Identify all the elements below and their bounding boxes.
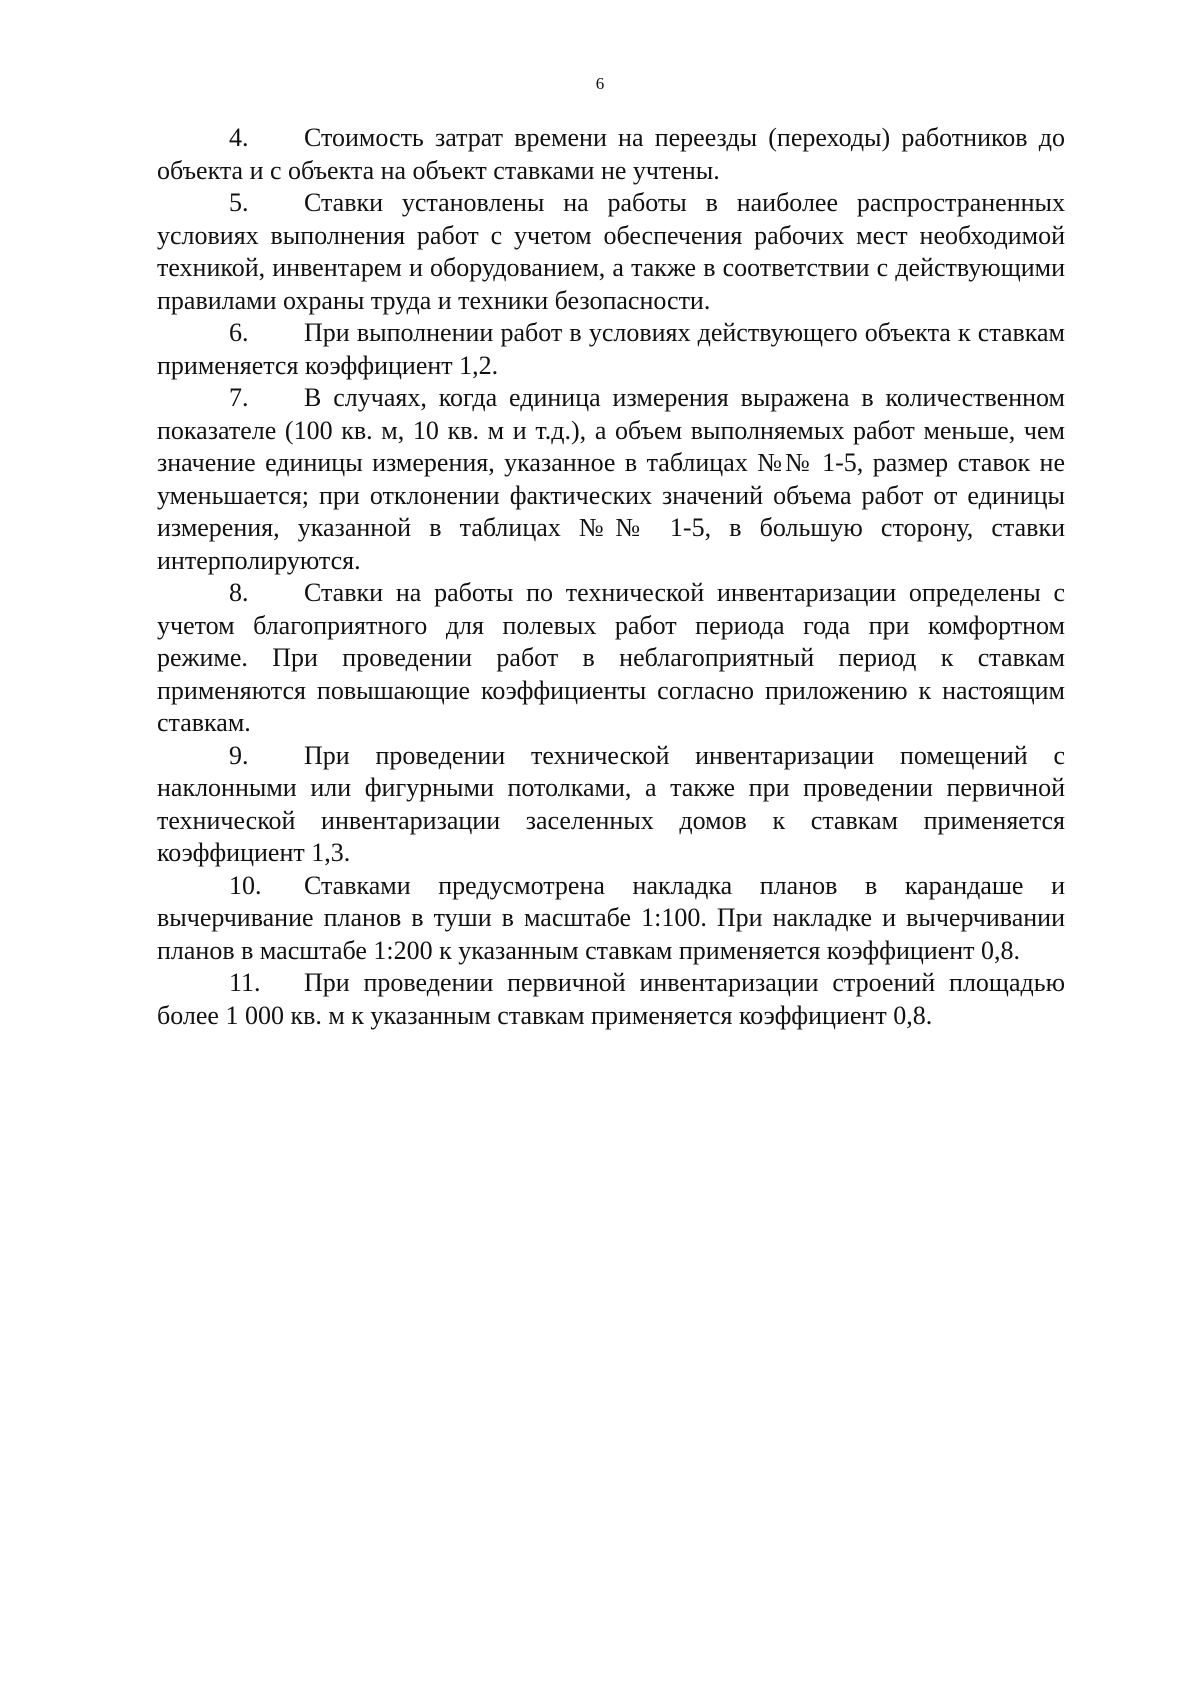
paragraph-6	[157, 317, 1065, 382]
paragraph-11	[157, 967, 1065, 1032]
paragraph-text: При проведении технической инвентаризации помещений с наклонными или фигурными потолками, а также при проведении первичной технической инвентаризации заселенных домов к ставкам применяется коэффициент 1,3.	[157, 740, 1065, 867]
paragraph-8	[157, 577, 1065, 740]
paragraph-7	[157, 382, 1065, 577]
paragraph-text: Ставки на работы по технической инвентаризации определены с учетом благоприятного для полевых работ периода года при комфортном режиме. При проведении работ в неблагоприятный период к ставкам применяются повышающие коэффициенты согласно приложению к настоящим ставкам.	[157, 578, 1065, 737]
paragraph-number: 5.	[229, 188, 249, 217]
paragraph-text: При проведении первичной инвентаризации строений площадью более 1 000 кв. м к указанным ставкам применяется коэффициент 0,8.	[157, 968, 1065, 1030]
paragraph-number: 10.	[229, 870, 262, 900]
paragraph-number: 8.	[229, 578, 249, 607]
paragraph-text: При выполнении работ в условиях действующего объекта к ставкам применяется коэффициент 1,2.	[157, 318, 1065, 380]
paragraph-number: 11.	[229, 968, 261, 997]
paragraph-text: Ставками предусмотрена накладка планов в карандаше и вычерчивание планов в туши в масштабе 1:100. При накладке и вычерчивании планов в масштабе 1:200 к указанным ставкам применяется коэффициент 0,8.	[157, 870, 1065, 965]
paragraph-number: 4.	[229, 123, 249, 152]
paragraph-9	[157, 740, 1065, 870]
paragraph-text: Ставки установлены на работы в наиболее распространенных условиях выполнения работ с учетом обеспечения рабочих мест необходимой техникой, инвентарем и оборудованием, а также в соответствии с действующими правилами охраны труда и техники безопасности.	[157, 188, 1065, 315]
paragraph-4	[157, 122, 1065, 187]
document-body	[157, 122, 1065, 1032]
paragraph-number: 9.	[229, 740, 249, 770]
page-number: 6	[595, 74, 605, 93]
paragraph-number: 7.	[229, 383, 249, 412]
paragraph-5	[157, 187, 1065, 317]
paragraph-text: Стоимость затрат времени на переезды (переходы) работников до объекта и с объекта на объект ставками не учтены.	[157, 123, 1065, 185]
paragraph-text: В случаях, когда единица измерения выражена в количественном показателе (100 кв. м, 10 кв. м и т.д.), а объем выполняемых работ меньше, чем значение единицы измерения, указанное в таблицах №№ 1-5, размер ставок не уменьшается; при отклонении фактических значений объема работ от единицы измерения, указанной в таблицах №№ 1-5, в большую сторону, ставки интерполируются.	[157, 383, 1065, 575]
paragraph-number: 6.	[229, 318, 249, 347]
paragraph-10	[157, 870, 1065, 968]
